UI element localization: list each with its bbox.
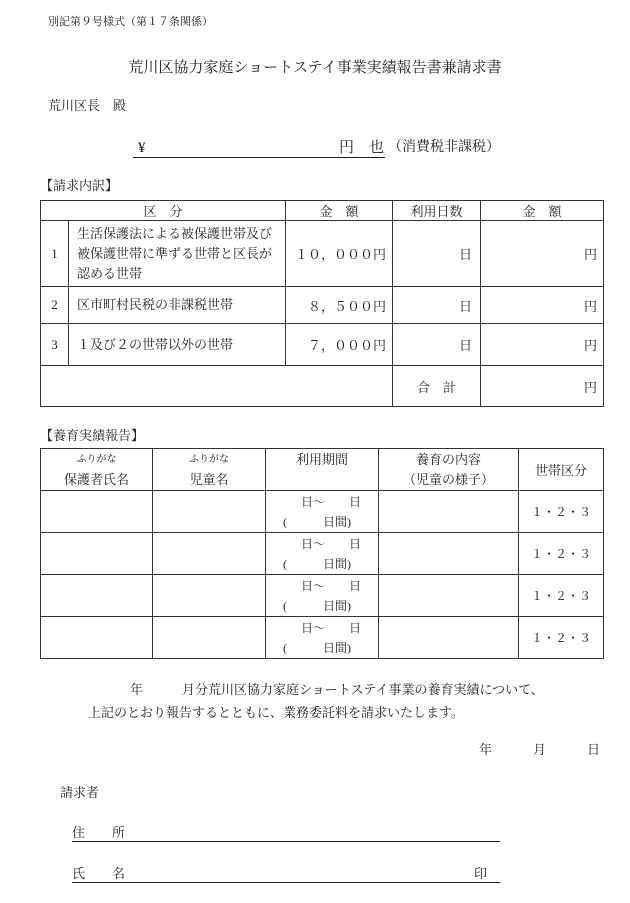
child-name-cell <box>153 575 266 617</box>
unit-price-cell: ８，５００円 <box>286 287 393 324</box>
amount-cell: 円 <box>481 221 604 287</box>
document-title: 荒川区協力家庭ショートステイ事業実績報告書兼請求書 <box>128 60 502 76</box>
report-row <box>41 491 604 533</box>
row-number: 2 <box>41 287 69 324</box>
billing-table <box>40 200 604 407</box>
statement-line-1: 年 月分荒川区協力家庭ショートステイ事業の養育実績について、 <box>130 682 544 697</box>
category-cell <box>69 287 286 324</box>
date-day-label: 日 <box>587 742 601 757</box>
header-unit-price: 金 額 <box>286 201 393 221</box>
header-amount: 金 額 <box>481 201 604 221</box>
row-number: 1 <box>41 221 69 287</box>
period-cell <box>266 533 379 575</box>
period-cell <box>266 491 379 533</box>
header-household: 世帯区分 <box>519 449 604 491</box>
category-line: 認める世帯 <box>77 265 143 281</box>
category-cell <box>69 221 286 287</box>
statement-line-2: 上記のとおり報告するとともに、業務委託料を請求いたします。 <box>88 705 464 720</box>
period-day-count: ( 日間) <box>283 598 351 613</box>
period-day-count: ( 日間) <box>283 556 351 571</box>
guardian-name-cell <box>41 533 153 575</box>
report-row <box>41 575 604 617</box>
period-days: 日～ 日 <box>301 494 362 509</box>
category-line: 区市町村民税の非課税世帯 <box>77 297 234 312</box>
household-category-cell: １・２・３ <box>519 575 604 617</box>
care-report-table <box>40 448 604 659</box>
address-label: 住 所 <box>72 825 133 840</box>
child-name-cell <box>153 533 266 575</box>
category-cell <box>69 324 286 366</box>
period-cell <box>266 617 379 659</box>
guardian-furigana-label: ふりがな <box>76 454 117 465</box>
date-year-label: 年 <box>479 742 493 757</box>
claimant-label: 請求者 <box>60 785 100 800</box>
category-line: 生活保護法による被保護世帯及び <box>77 225 273 241</box>
report-header-row <box>41 449 604 491</box>
category-line: １及び２の世帯以外の世帯 <box>77 336 234 352</box>
guardian-name-cell <box>41 491 153 533</box>
seal-mark: 印 <box>474 866 488 881</box>
total-blank-cell <box>41 366 393 407</box>
report-row <box>41 617 604 659</box>
report-row <box>41 533 604 575</box>
header-days: 利用日数 <box>393 201 481 221</box>
billing-total-row <box>41 366 604 407</box>
household-category-cell: １・２・３ <box>519 617 604 659</box>
period-day-count: ( 日間) <box>283 514 351 529</box>
child-name-label: 児童名 <box>189 472 229 487</box>
household-category-cell: １・２・３ <box>519 491 604 533</box>
header-child <box>153 449 266 491</box>
billing-section-title: 【請求内訳】 <box>40 178 119 193</box>
amount-cell: 円 <box>481 287 604 324</box>
billed-amount-line <box>133 139 385 158</box>
care-content-cell <box>379 533 519 575</box>
guardian-name-cell <box>41 617 153 659</box>
name-line <box>72 866 500 883</box>
child-furigana-label: ふりがな <box>189 454 229 465</box>
content-note-label: （児童の様子） <box>402 472 494 487</box>
header-content <box>379 449 519 491</box>
billing-row <box>41 221 604 287</box>
date-month-label: 月 <box>533 742 547 757</box>
period-days: 日～ 日 <box>301 578 362 593</box>
total-label: 合 計 <box>393 366 481 407</box>
billing-row <box>41 324 604 366</box>
form-number: 別記第９号様式（第１７条関係） <box>48 16 213 28</box>
content-label: 養育の内容 <box>415 452 481 467</box>
header-category: 区 分 <box>41 201 286 221</box>
report-section-title: 【養育実績報告】 <box>40 428 145 443</box>
amount-cell: 円 <box>481 324 604 366</box>
category-line: 被保護世帯に準ずる世帯と区長が <box>77 245 273 261</box>
billing-table-body <box>41 201 604 407</box>
addressee: 荒川区長 殿 <box>48 98 127 113</box>
days-cell: 日 <box>393 324 481 366</box>
unit-price-cell: ７，０００円 <box>286 324 393 366</box>
address-line <box>72 825 500 842</box>
household-category-cell: １・２・３ <box>519 533 604 575</box>
child-name-cell <box>153 617 266 659</box>
row-number: 3 <box>41 324 69 366</box>
name-label: 氏 名 <box>72 866 133 881</box>
billing-row <box>41 287 604 324</box>
child-name-cell <box>153 491 266 533</box>
period-label: 利用期間 <box>295 452 348 467</box>
report-table-body <box>41 449 604 659</box>
unit-price-cell: １０，０００円 <box>286 221 393 287</box>
days-cell: 日 <box>393 221 481 287</box>
guardian-name-label: 保護者氏名 <box>63 472 129 487</box>
amount-suffix: 円 也 <box>338 140 384 156</box>
total-amount-cell: 円 <box>481 366 604 407</box>
header-period <box>266 449 379 491</box>
care-content-cell <box>379 491 519 533</box>
period-days: 日～ 日 <box>301 620 362 635</box>
header-guardian <box>41 449 153 491</box>
guardian-name-cell <box>41 575 153 617</box>
period-days: 日～ 日 <box>301 536 362 551</box>
care-content-cell <box>379 575 519 617</box>
days-cell: 日 <box>393 287 481 324</box>
period-cell <box>266 575 379 617</box>
period-day-count: ( 日間) <box>283 640 351 655</box>
billing-header-row <box>41 201 604 221</box>
care-content-cell <box>379 617 519 659</box>
yen-symbol: ¥ <box>138 140 146 156</box>
tax-note: （消費税非課税） <box>388 140 500 155</box>
